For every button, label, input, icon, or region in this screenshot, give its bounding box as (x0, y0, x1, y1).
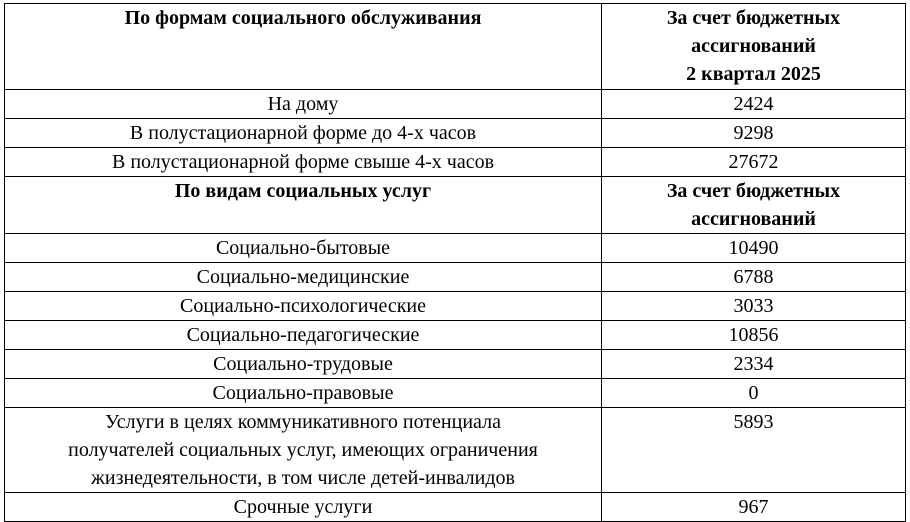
forms-header-row (5, 4, 906, 90)
row-label: Социально-трудовые (5, 350, 602, 379)
row-label: Социально-бытовые (5, 234, 602, 263)
row-label: Социально-медицинские (5, 263, 602, 292)
row-value: 3033 (602, 292, 906, 321)
urgent-services-row (5, 493, 906, 522)
services-header-value-line1: За счет бюджетных (666, 180, 841, 202)
table-row (5, 379, 906, 408)
row-value: 10490 (602, 234, 906, 263)
forms-header-value-line3: 2 квартал 2025 (686, 63, 821, 85)
forms-header-value (602, 4, 906, 90)
row-value: 9298 (602, 119, 906, 148)
row-value: 6788 (602, 263, 906, 292)
row-label: Социально-психологические (5, 292, 602, 321)
communicative-services-label (5, 408, 602, 493)
urgent-services-value: 967 (602, 493, 906, 522)
row-label: На дому (5, 90, 602, 119)
row-value: 27672 (602, 148, 906, 177)
table-row (5, 350, 906, 379)
forms-header-value-line1: За счет бюджетных (666, 7, 841, 29)
row-value: 2424 (602, 90, 906, 119)
services-header-value (602, 177, 906, 234)
services-header-label: По видам социальных услуг (5, 177, 602, 234)
forms-header-value-line2: ассигнований (691, 35, 816, 57)
table-row (5, 90, 906, 119)
communicative-label-line2: получателей социальных услуг, имеющих ограничения (68, 439, 538, 461)
row-value: 0 (602, 379, 906, 408)
communicative-services-value: 5893 (602, 408, 906, 493)
row-label: В полустационарной форме свыше 4-х часов (5, 148, 602, 177)
urgent-services-label: Срочные услуги (5, 493, 602, 522)
row-value: 10856 (602, 321, 906, 350)
table-row (5, 292, 906, 321)
row-label: Социально-педагогические (5, 321, 602, 350)
table-row (5, 321, 906, 350)
table-row (5, 148, 906, 177)
social-services-table (4, 3, 906, 522)
row-value: 2334 (602, 350, 906, 379)
services-header-row (5, 177, 906, 234)
services-header-value-line2: ассигнований (691, 208, 816, 230)
forms-header-label: По формам социального обслуживания (5, 4, 602, 90)
communicative-label-line1: Услуги в целях коммуникативного потенциала (105, 411, 501, 433)
table-row (5, 263, 906, 292)
communicative-label-line3: жизнедеятельности, в том числе детей-инвалидов (91, 467, 515, 489)
row-label: Социально-правовые (5, 379, 602, 408)
table-row (5, 119, 906, 148)
table-row (5, 234, 906, 263)
row-label: В полустационарной форме до 4-х часов (5, 119, 602, 148)
communicative-services-row (5, 408, 906, 493)
